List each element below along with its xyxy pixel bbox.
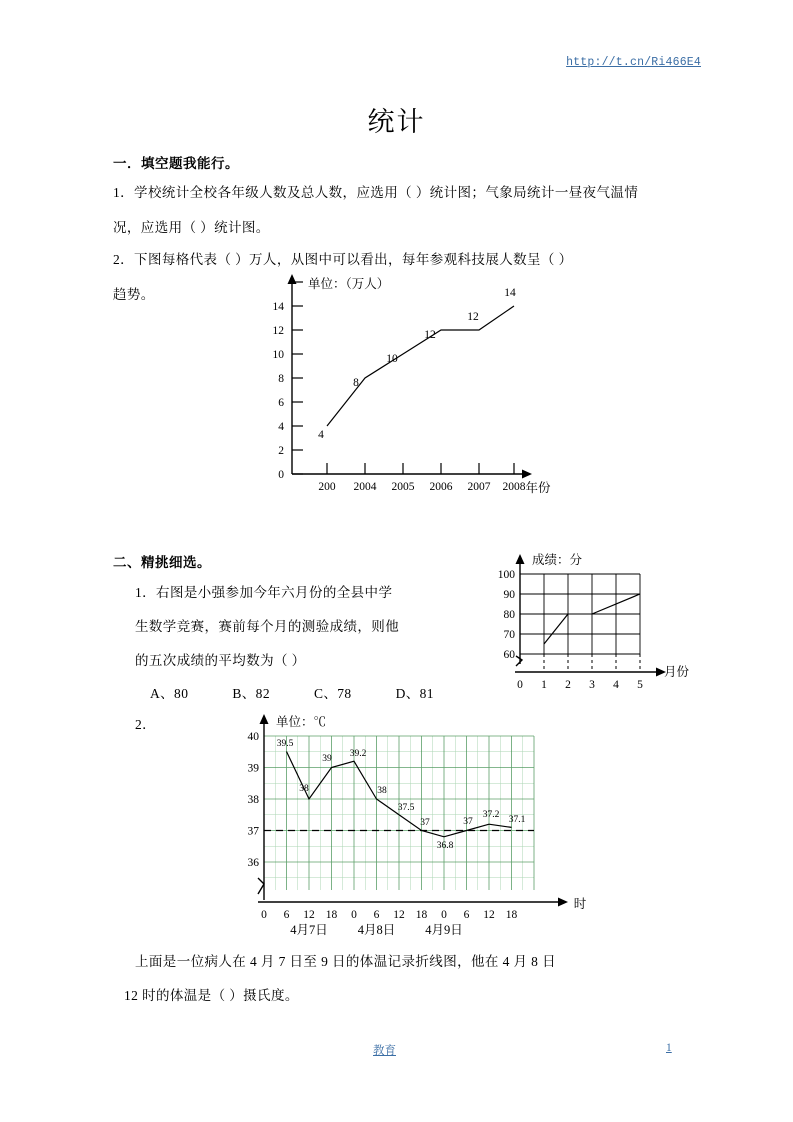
x-tick-label: 6 — [463, 909, 470, 921]
x-tick-label: 1 — [541, 679, 547, 691]
x-tick-label: 18 — [415, 909, 428, 921]
x-axis-title: 时 — [573, 897, 587, 911]
data-point-label: 12 — [424, 329, 436, 341]
x-tick-label: 12 — [393, 909, 405, 921]
data-point-label: 37.1 — [508, 815, 526, 825]
x-tick-label: 6 — [283, 909, 290, 921]
y-tick-label: 0 — [278, 469, 284, 481]
y-tick-label: 39 — [247, 762, 259, 775]
section-two-q1-options — [150, 682, 434, 702]
y-tick-label: 4 — [278, 421, 284, 433]
data-point-label: 10 — [386, 353, 398, 365]
section-two-q2-number: 2． — [135, 717, 157, 732]
data-point-label: 37.5 — [397, 803, 415, 813]
data-point-label: 12 — [467, 311, 479, 323]
option-c[interactable]: C、78 — [313, 686, 352, 701]
y-tick-label: 70 — [503, 629, 515, 641]
y-tick-label: 6 — [278, 397, 284, 409]
section-two-heading: 二、精挑细选。 — [113, 555, 211, 570]
data-point-label: 36.8 — [436, 841, 454, 851]
data-point-label: 37.2 — [482, 810, 500, 820]
section-two-q2-line1: 上面是一位病人在 4 月 7 日至 9 日的体温记录折线图，他在 4 月 8 日 — [135, 954, 556, 969]
x-tick-label: 2007 — [467, 481, 491, 493]
x-tick-label: 2008 — [502, 481, 526, 493]
y-tick-label: 12 — [272, 325, 284, 337]
y-tick-labels — [273, 301, 285, 481]
chart-grid — [520, 574, 640, 654]
section-one-q2-line2: 趋势。 — [113, 287, 155, 302]
data-point-label: 39.5 — [276, 739, 294, 749]
section-one-q1-line2: 况，应选用（ ）统计图。 — [113, 220, 270, 235]
data-point-label: 39 — [322, 754, 332, 764]
day-label: 4月9日 — [425, 923, 463, 937]
y-tick-label: 40 — [247, 731, 259, 743]
y-tick-label: 37 — [247, 825, 259, 838]
x-tick-label: 6 — [373, 909, 380, 921]
footer-page-number[interactable]: 1 — [666, 1042, 672, 1054]
x-axis-title: 年份 — [525, 481, 551, 495]
header-source-url[interactable]: http://t.cn/Ri466E4 — [566, 56, 701, 69]
x-axis-title: 月份 — [664, 665, 690, 679]
data-point-label: 37 — [463, 817, 473, 827]
x-tick-label: 5 — [637, 679, 643, 691]
x-axis-arrow — [522, 470, 532, 479]
x-tick-label: 0 — [441, 909, 447, 921]
y-tick-label: 60 — [503, 649, 515, 661]
x-tick-label: 2005 — [391, 481, 415, 493]
visitors-line-chart — [252, 266, 552, 498]
x-tick-label: 3 — [589, 679, 595, 691]
x-axis-arrow — [558, 898, 568, 907]
axis-break-symbol — [258, 878, 264, 894]
data-point-label: 14 — [504, 287, 516, 299]
data-point-label: 8 — [353, 377, 359, 389]
x-tick-label: 12 — [483, 909, 495, 921]
y-tick-label: 10 — [272, 349, 284, 361]
data-polyline — [327, 306, 514, 426]
x-tick-label: 0 — [351, 909, 357, 921]
data-polyline-segment-1 — [544, 614, 568, 644]
section-two-q2-line2: 12 时的体温是（ ）摄氏度。 — [124, 988, 299, 1003]
data-point-label: 37 — [420, 818, 430, 828]
x-tick-label: 200 — [318, 481, 336, 493]
y-axis-arrow — [260, 714, 269, 724]
section-one-q2-line1: 2．下图每格代表（ ）万人，从图中可以看出，每年参观科技展人数呈（ ） — [113, 252, 573, 267]
x-tick-label: 2004 — [353, 481, 377, 493]
section-one-q1-line1: 1．学校统计全校各年级人数及总人数，应选用（ ）统计图；气象局统计一昼夜气温情 — [113, 185, 639, 200]
x-tick-marks — [327, 463, 514, 474]
scores-line-chart — [482, 546, 690, 706]
y-tick-label: 90 — [503, 589, 515, 601]
section-two-q1-line3: 的五次成绩的平均数为（ ） — [135, 653, 306, 668]
x-tick-label: 4 — [613, 679, 619, 691]
x-tick-label: 12 — [303, 909, 315, 921]
x-tick-label: 18 — [325, 909, 338, 921]
x-tick-label: 0 — [517, 679, 523, 691]
option-a[interactable]: A、80 — [150, 686, 189, 701]
page-title: 统计 — [367, 107, 426, 137]
x-tick-label: 2 — [565, 679, 571, 691]
y-tick-label: 8 — [278, 373, 284, 385]
x-tick-label: 0 — [261, 909, 267, 921]
y-tick-marks — [292, 282, 303, 474]
chart-unit-label: 成绩：分 — [532, 553, 583, 567]
data-point-label: 38 — [299, 784, 309, 794]
y-tick-label: 38 — [247, 794, 259, 806]
y-tick-label: 80 — [503, 609, 515, 621]
footer-link[interactable]: 教育 — [373, 1045, 396, 1057]
option-b[interactable]: B、82 — [232, 686, 270, 701]
temperature-line-chart — [228, 712, 608, 940]
x-tick-label: 2006 — [429, 481, 453, 493]
data-point-label: 38 — [377, 786, 387, 796]
y-tick-label: 2 — [278, 445, 284, 457]
y-axis-arrow — [516, 554, 525, 564]
y-tick-label: 100 — [497, 569, 515, 581]
axis-break-symbol — [516, 656, 522, 666]
y-tick-label: 14 — [272, 301, 284, 313]
x-tick-label: 18 — [505, 909, 518, 921]
section-two-q1-line2: 生数学竞赛，赛前每个月的测验成绩，则他 — [135, 619, 400, 634]
day-label: 4月8日 — [357, 923, 396, 937]
chart-unit-label: 单位：（万人） — [308, 277, 390, 291]
data-point-label: 39.2 — [349, 749, 367, 759]
day-label: 4月7日 — [290, 923, 328, 937]
x-tick-labels — [318, 481, 525, 493]
y-tick-label: 36 — [247, 857, 259, 869]
data-point-label: 4 — [318, 429, 324, 441]
section-two-q1-line1: 1．右图是小强参加今年六月份的全县中学 — [135, 585, 393, 600]
chart-unit-label: 单位：℃ — [276, 715, 327, 729]
section-one-heading: 一．填空题我能行。 — [113, 156, 239, 171]
option-d[interactable]: D、81 — [395, 686, 434, 701]
x-dashed-ticks — [544, 654, 640, 672]
